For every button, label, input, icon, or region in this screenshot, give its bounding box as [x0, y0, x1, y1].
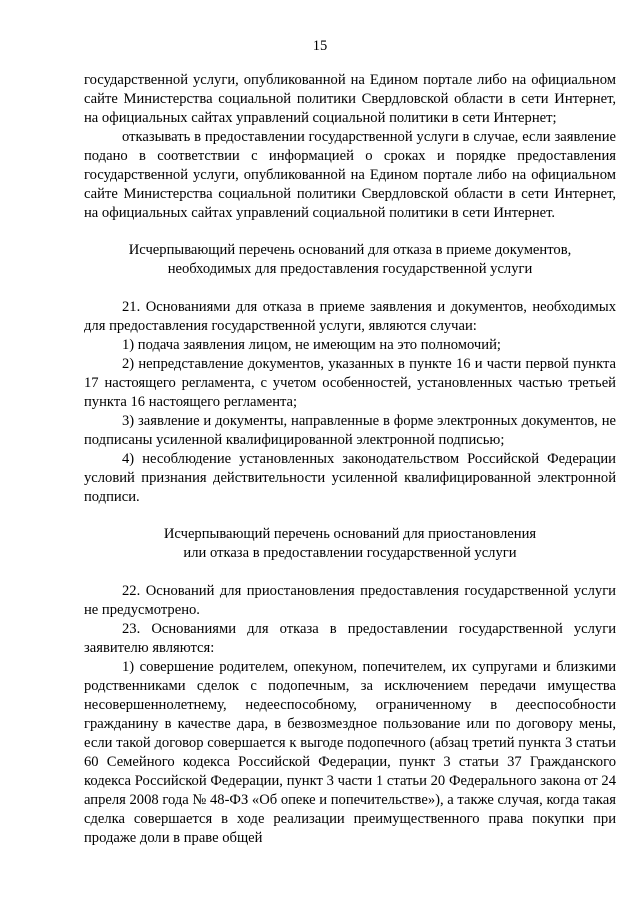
- list-item: 1) подача заявления лицом, не имеющим на это полномочий;: [122, 337, 501, 353]
- heading-line: Исчерпывающий перечень оснований для приостановления: [163, 526, 537, 542]
- list-item: 3) заявление и документы, направленные в форме электронных документов, не подписаны усиленной квалифицированной электронной подписью;: [84, 413, 616, 448]
- paragraph-item-22: 22. Оснований для приостановления предоставления государственной услуги не предусмотрено.: [84, 583, 616, 618]
- paragraph-item-21: 21. Основаниями для отказа в приеме заявления и документов, необходимых для предоставления государственной услуги, являются случаи:: [84, 299, 616, 334]
- section-heading-refusal-reception: [84, 241, 616, 279]
- paragraph-continuation: государственной услуги, опубликованной на Едином портале либо на официальном сайте Министерства социальной политики Свердловской области в сети Интернет, на официальных сайтах управлений социальной политики в сети Интернет;: [84, 72, 616, 126]
- list-item: 1) совершение родителем, опекуном, попечителем, их супругами и близкими родственниками сделок с подопечным, за исключением передачи имущества несовершеннолетнему, недееспособному, ограниченному в дееспособности гражданину в качестве дара, в безвозмездное пользование или по договору мены, если такой договор совершается к выгоде подопечного (абзац третий пункта 3 статьи 60 Семейного кодекса Российской Федерации, пункт 3 статьи 37 Гражданского кодекса Российской Федерации, пункт 3 части 1 статьи 20 Федерального закона от 24 апреля 2008 года № 48-ФЗ «Об опеке и попечительстве»), а также случая, когда такая сделка совершается в ходе реализации преимущественного права покупки при продаже доли в праве общей: [84, 659, 616, 846]
- heading-line: Исчерпывающий перечень оснований для отказа в приеме документов,: [128, 242, 572, 258]
- section-heading-suspension-refusal: [84, 525, 616, 563]
- document-body: [84, 71, 616, 848]
- list-item: 2) непредставление документов, указанных в пункте 16 и части первой пункта 17 настоящего регламента, с учетом особенностей, установленных частью третьей пункта 16 настоящего регламента;: [84, 356, 616, 410]
- page-number: 15: [312, 38, 328, 54]
- paragraph-refusal-clause: отказывать в предоставлении государственной услуги в случае, если заявление подано в соответствии с информацией о сроках и порядке предоставления государственной услуги, опубликованной на Едином портале либо на официальном сайте Министерства социальной политики Свердловской области в сети Интернет, на официальных сайтах управлений социальной политики в сети Интернет.: [84, 129, 616, 221]
- paragraph-item-23: 23. Основаниями для отказа в предоставлении государственной услуги заявителю являются:: [84, 621, 616, 656]
- heading-line: необходимых для предоставления государственной услуги: [167, 261, 533, 277]
- heading-line: или отказа в предоставлении государственной услуги: [183, 545, 517, 561]
- list-item: 4) несоблюдение установленных законодательством Российской Федерации условий признания действительности усиленной квалифицированной электронной подписи.: [84, 451, 616, 505]
